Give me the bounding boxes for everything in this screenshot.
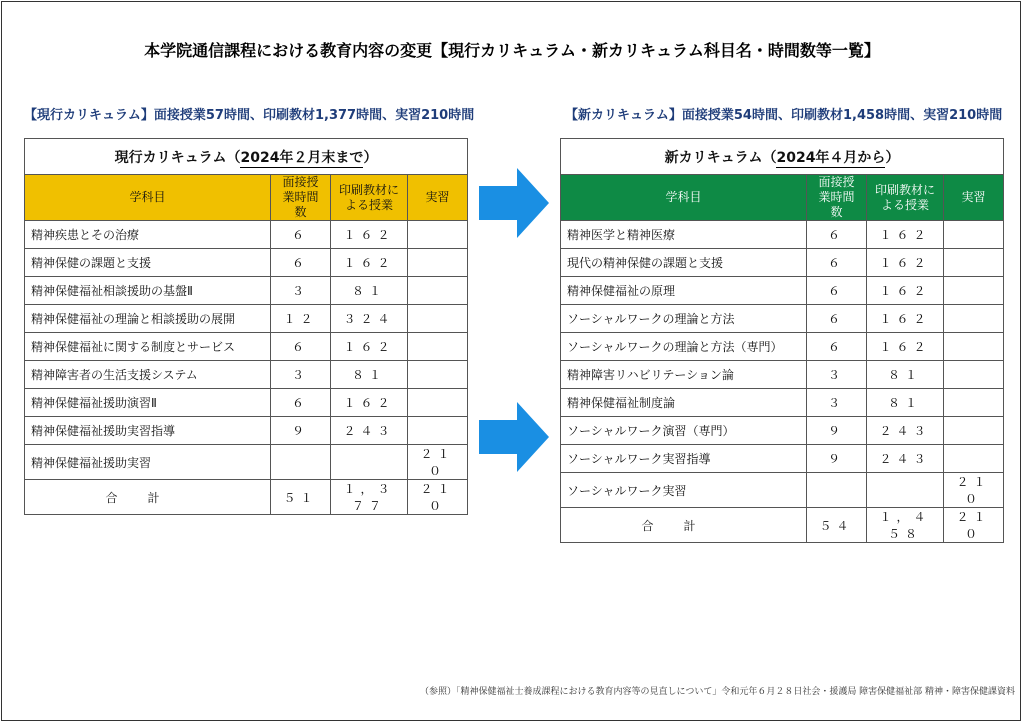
right-arrow-icon [479,402,549,472]
row-print-hours: ８１ [867,389,944,417]
row-print-hours: １６２ [867,249,944,277]
total-face: ５４ [807,508,867,543]
table-row [561,305,1004,333]
table-row [561,473,1004,508]
table-row [561,417,1004,445]
row-practice-hours [408,333,468,361]
row-print-hours: １６２ [331,221,408,249]
row-face-hours: ９ [807,445,867,473]
table-row [25,361,468,389]
table-row [561,445,1004,473]
row-practice-hours: ２１０ [408,445,468,480]
row-practice-hours [944,445,1004,473]
row-face-hours [807,473,867,508]
header-face: 面接授業時間数 [807,175,867,221]
row-face-hours: １２ [271,305,331,333]
row-face-hours: ６ [271,221,331,249]
table-row [561,389,1004,417]
table-row [25,417,468,445]
total-practice: ２１０ [408,480,468,515]
row-subject: 精神疾患とその治療 [25,221,271,249]
row-print-hours: ８１ [331,277,408,305]
row-subject: 精神保健福祉援助実習 [25,445,271,480]
row-face-hours [271,445,331,480]
right-arrow-icon [479,168,549,238]
row-face-hours: ６ [271,249,331,277]
row-practice-hours [944,277,1004,305]
new-curriculum-table [560,138,1004,543]
row-face-hours: ９ [807,417,867,445]
row-face-hours: ６ [807,305,867,333]
header-face: 面接授業時間数 [271,175,331,221]
row-subject: 精神保健の課題と支援 [25,249,271,277]
total-print: １，４５８ [867,508,944,543]
total-face: ５１ [271,480,331,515]
header-subject: 学科目 [561,175,807,221]
row-face-hours: ３ [271,361,331,389]
table-row [561,361,1004,389]
header-practice: 実習 [944,175,1004,221]
row-print-hours [867,473,944,508]
row-print-hours: ２４３ [331,417,408,445]
row-print-hours: １６２ [331,249,408,277]
row-practice-hours [944,417,1004,445]
row-subject: 精神障害者の生活支援システム [25,361,271,389]
header-practice: 実習 [408,175,468,221]
row-print-hours: １６２ [331,333,408,361]
row-subject: ソーシャルワークの理論と方法 [561,305,807,333]
row-practice-hours: ２１０ [944,473,1004,508]
row-practice-hours [944,333,1004,361]
row-face-hours: ６ [807,221,867,249]
row-subject: 現代の精神保健の課題と支援 [561,249,807,277]
row-print-hours: １６２ [867,277,944,305]
row-practice-hours [408,305,468,333]
new-summary: 【新カリキュラム】面接授業54時間、印刷教材1,458時間、実習210時間 [565,108,1003,123]
table-caption: 新カリキュラム（2024年４月から） [561,139,1004,175]
table-row [561,249,1004,277]
row-practice-hours [408,221,468,249]
total-practice: ２１０ [944,508,1004,543]
row-practice-hours [944,249,1004,277]
row-face-hours: ３ [271,277,331,305]
row-face-hours: ３ [807,389,867,417]
total-row [25,480,468,515]
row-face-hours: ６ [807,249,867,277]
row-print-hours: ３２４ [331,305,408,333]
table-row [561,221,1004,249]
row-subject: 精神保健福祉の原理 [561,277,807,305]
row-print-hours: １６２ [331,389,408,417]
row-practice-hours [408,417,468,445]
table-row [25,249,468,277]
row-print-hours: ８１ [867,361,944,389]
row-print-hours: １６２ [867,221,944,249]
row-subject: 精神保健福祉援助演習Ⅱ [25,389,271,417]
header-print: 印刷教材による授業 [867,175,944,221]
row-face-hours: ６ [807,333,867,361]
row-practice-hours [408,249,468,277]
row-subject: 精神障害リハビリテーション論 [561,361,807,389]
row-practice-hours [944,389,1004,417]
table-row [25,277,468,305]
row-subject: ソーシャルワークの理論と方法（専門） [561,333,807,361]
row-practice-hours [944,305,1004,333]
row-subject: 精神保健福祉に関する制度とサービス [25,333,271,361]
current-summary: 【現行カリキュラム】面接授業57時間、印刷教材1,377時間、実習210時間 [24,108,475,123]
table-row [25,305,468,333]
row-practice-hours [408,277,468,305]
table-row [25,389,468,417]
row-print-hours: ２４３ [867,417,944,445]
row-subject: 精神保健福祉相談援助の基盤Ⅱ [25,277,271,305]
row-print-hours: ８１ [331,361,408,389]
table-row [561,277,1004,305]
row-subject: ソーシャルワーク実習 [561,473,807,508]
table-header-row [561,175,1004,221]
row-subject: 精神保健福祉制度論 [561,389,807,417]
row-subject: 精神保健福祉援助実習指導 [25,417,271,445]
table-row [25,221,468,249]
table-row [25,445,468,480]
row-subject: 精神保健福祉の理論と相談援助の展開 [25,305,271,333]
total-label: 合計 [561,508,807,543]
row-subject: ソーシャルワーク演習（専門） [561,417,807,445]
total-print: １，３７７ [331,480,408,515]
row-print-hours [331,445,408,480]
total-label: 合計 [25,480,271,515]
row-practice-hours [944,361,1004,389]
row-subject: ソーシャルワーク実習指導 [561,445,807,473]
row-practice-hours [408,361,468,389]
row-face-hours: ３ [807,361,867,389]
row-face-hours: ６ [807,277,867,305]
row-face-hours: ９ [271,417,331,445]
caption-date: 2024年２月末まで [240,149,364,166]
table-header-row [25,175,468,221]
header-subject: 学科目 [25,175,271,221]
table-row [561,333,1004,361]
reference-note: （参照）「精神保健福祉士養成課程における教育内容等の見直しについて」令和元年６月２８日社会・援護局 障害保健福祉部 精神・障害保健課資料 [420,687,1016,697]
row-print-hours: １６２ [867,333,944,361]
header-print: 印刷教材による授業 [331,175,408,221]
row-practice-hours [944,221,1004,249]
row-print-hours: ２４３ [867,445,944,473]
table-row [25,333,468,361]
row-print-hours: １６２ [867,305,944,333]
total-row [561,508,1004,543]
caption-date: 2024年４月から [776,149,886,166]
row-face-hours: ６ [271,333,331,361]
row-subject: 精神医学と精神医療 [561,221,807,249]
table-caption: 現行カリキュラム（2024年２月末まで） [25,139,468,175]
page-title: 本学院通信課程における教育内容の変更【現行カリキュラム・新カリキュラム科目名・時間数等一覧】 [144,41,880,60]
current-curriculum-table [24,138,468,515]
row-practice-hours [408,389,468,417]
row-face-hours: ６ [271,389,331,417]
